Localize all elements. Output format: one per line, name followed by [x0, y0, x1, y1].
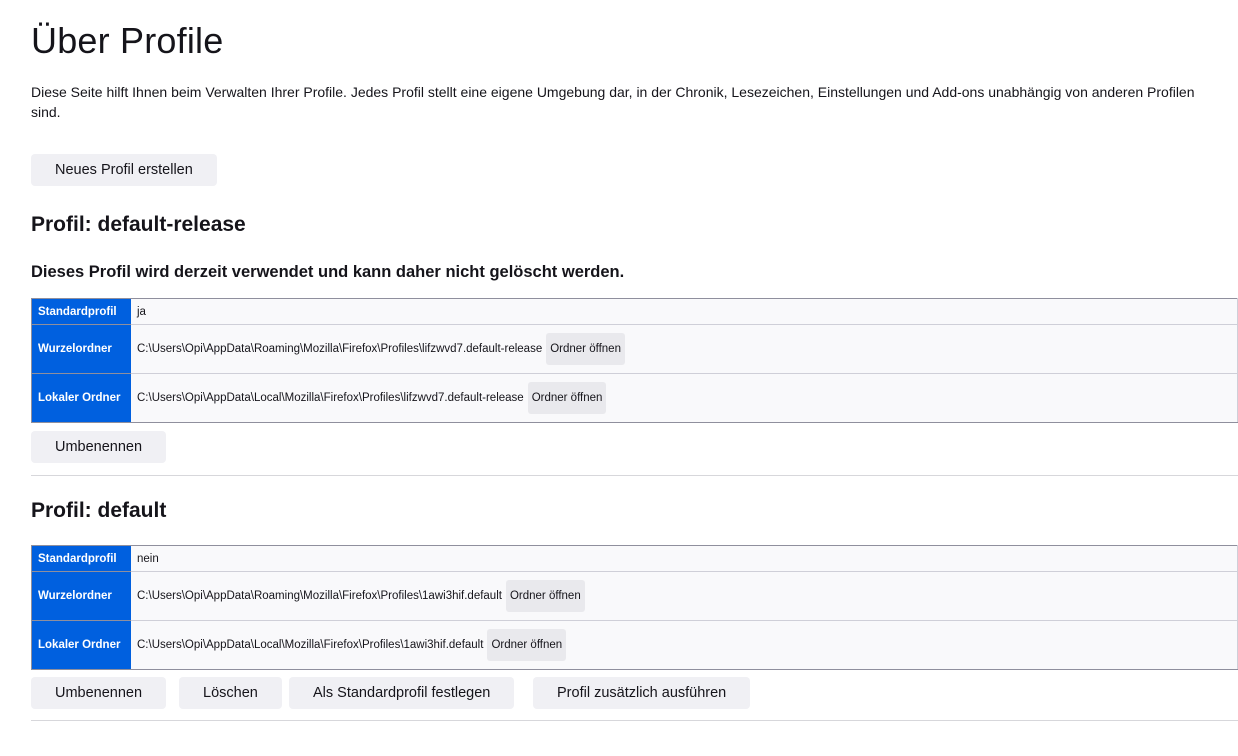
- default-profile-label: Standardprofil: [32, 546, 132, 572]
- local-folder-cell: [131, 374, 1238, 423]
- default-profile-label: Standardprofil: [32, 299, 132, 325]
- local-folder-label: Lokaler Ordner: [32, 374, 132, 423]
- set-default-profile-button[interactable]: Als Standardprofil festlegen: [289, 677, 514, 709]
- root-folder-label: Wurzelordner: [32, 325, 132, 374]
- default-profile-row: [32, 546, 1238, 572]
- local-folder-path: C:\Users\Opi\AppData\Local\Mozilla\Firefox\Profiles\lifzwvd7.default-release: [137, 392, 524, 404]
- section-divider: [31, 475, 1238, 476]
- delete-profile-button[interactable]: Löschen: [179, 677, 282, 709]
- create-profile-button[interactable]: Neues Profil erstellen: [31, 154, 217, 186]
- launch-profile-button[interactable]: Profil zusätzlich ausführen: [533, 677, 750, 709]
- root-folder-label: Wurzelordner: [32, 572, 132, 621]
- page-title: Über Profile: [31, 20, 224, 61]
- local-folder-label: Lokaler Ordner: [32, 621, 132, 670]
- open-root-folder-button[interactable]: Ordner öffnen: [546, 333, 625, 365]
- rename-profile-button[interactable]: Umbenennen: [31, 677, 166, 709]
- default-profile-row: [32, 299, 1238, 325]
- root-folder-cell: [131, 325, 1238, 374]
- root-folder-path: C:\Users\Opi\AppData\Roaming\Mozilla\Firefox\Profiles\lifzwvd7.default-release: [137, 343, 543, 355]
- profile-heading: Profil: default-release: [31, 213, 246, 236]
- page-intro: Diese Seite hilft Ihnen beim Verwalten Ihrer Profile. Jedes Profil stellt eine eigene Umgebung dar, in der Chronik, Lesezeichen, Einstellungen und Add-ons unabhängig von anderen Profilen sind.: [31, 84, 1195, 120]
- local-folder-row: [32, 374, 1238, 423]
- section-divider: [31, 720, 1238, 721]
- local-folder-cell: [131, 621, 1238, 670]
- profile-in-use-notice: Dieses Profil wird derzeit verwendet und kann daher nicht gelöscht werden.: [31, 263, 625, 281]
- profile-info-table: [31, 298, 1238, 423]
- rename-profile-button[interactable]: Umbenennen: [31, 431, 166, 463]
- root-folder-row: [32, 572, 1238, 621]
- open-local-folder-button[interactable]: Ordner öffnen: [528, 382, 607, 414]
- open-local-folder-button[interactable]: Ordner öffnen: [487, 629, 566, 661]
- open-root-folder-button[interactable]: Ordner öffnen: [506, 580, 585, 612]
- profile-info-table: [31, 545, 1238, 670]
- default-profile-value: nein: [131, 546, 1238, 572]
- default-profile-value: ja: [131, 299, 1238, 325]
- root-folder-path: C:\Users\Opi\AppData\Roaming\Mozilla\Firefox\Profiles\1awi3hif.default: [137, 590, 502, 602]
- root-folder-cell: [131, 572, 1238, 621]
- local-folder-row: [32, 621, 1238, 670]
- root-folder-row: [32, 325, 1238, 374]
- profile-heading: Profil: default: [31, 499, 167, 522]
- local-folder-path: C:\Users\Opi\AppData\Local\Mozilla\Firefox\Profiles\1awi3hif.default: [137, 639, 484, 651]
